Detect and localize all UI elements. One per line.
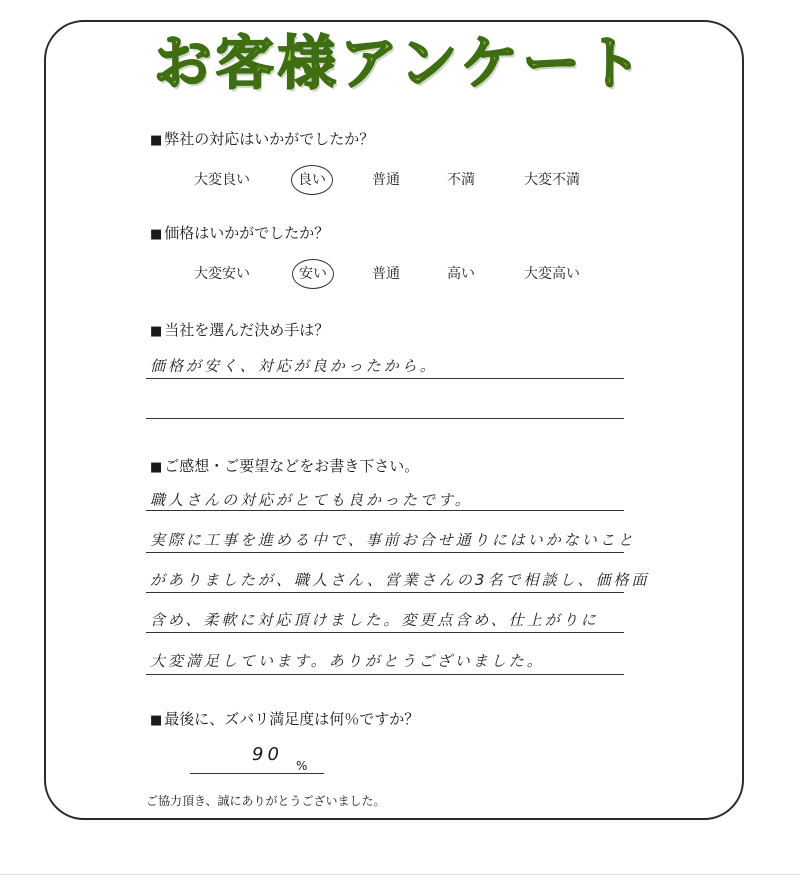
square-bullet-icon: ■ [150, 227, 163, 242]
comment-line-text: 職人さんの対応がとても良かったです。 [150, 491, 473, 509]
answer-line [146, 510, 624, 511]
price-option[interactable]: 高い [447, 266, 475, 282]
price-options [0, 262, 800, 286]
comment-line-text: がありましたが、職人さん、営業さんの3名で相談し、価格面 [150, 571, 650, 589]
price-option-selected[interactable]: 安い [299, 262, 327, 286]
service-option[interactable]: 不満 [447, 172, 475, 188]
service-option-selected[interactable]: 良い [298, 168, 326, 192]
question-price [150, 226, 329, 241]
survey-title: お客様アンケート [153, 29, 647, 97]
answer-line [146, 378, 624, 379]
question-reason [150, 323, 329, 338]
question-service-label: 弊社の対応はいかがでしたか？ [164, 130, 375, 148]
question-satisfaction-label: 最後に、ズバリ満足度は何％ですか？ [164, 710, 420, 728]
comment-line-text: 含め、柔軟に対応頂けました。変更点含め、仕上がりに [150, 611, 599, 629]
answer-line [146, 592, 624, 593]
survey-card [44, 20, 744, 820]
square-bullet-icon: ■ [150, 133, 163, 148]
page-divider [0, 874, 800, 875]
question-reason-label: 当社を選んだ決め手は？ [164, 321, 330, 339]
square-bullet-icon: ■ [150, 460, 163, 475]
comment-line-text: 実際に工事を進める中で、事前お合せ通りにはいかないこと [150, 531, 636, 549]
satisfaction-line [190, 773, 324, 774]
service-options [0, 168, 800, 192]
answer-line [146, 418, 624, 419]
answer-line [146, 674, 624, 675]
price-option[interactable]: 大変高い [524, 266, 580, 282]
reason-answer: 価格が安く、対応が良かったから。 [150, 357, 438, 375]
service-option[interactable]: 普通 [372, 172, 400, 188]
question-comments-label: ご感想・ご要望などをお書き下さい。 [164, 457, 420, 475]
square-bullet-icon: ■ [150, 324, 163, 339]
question-service [150, 132, 374, 147]
square-bullet-icon: ■ [150, 713, 163, 728]
answer-line [146, 632, 624, 633]
question-comments [150, 459, 419, 474]
answer-line [146, 552, 624, 553]
price-option[interactable]: 普通 [372, 266, 400, 282]
satisfaction-value: 90 [252, 744, 283, 765]
service-option[interactable]: 大変不満 [524, 172, 580, 188]
question-price-label: 価格はいかがでしたか？ [164, 224, 330, 242]
question-satisfaction [150, 712, 419, 727]
service-option[interactable]: 大変良い [194, 172, 250, 188]
thanks-footer: ご協力頂き、誠にありがとうございました。 [146, 794, 386, 808]
satisfaction-unit: % [296, 759, 308, 773]
comment-line-text: 大変満足しています。ありがとうございました。 [150, 652, 545, 670]
price-option[interactable]: 大変安い [194, 266, 250, 282]
